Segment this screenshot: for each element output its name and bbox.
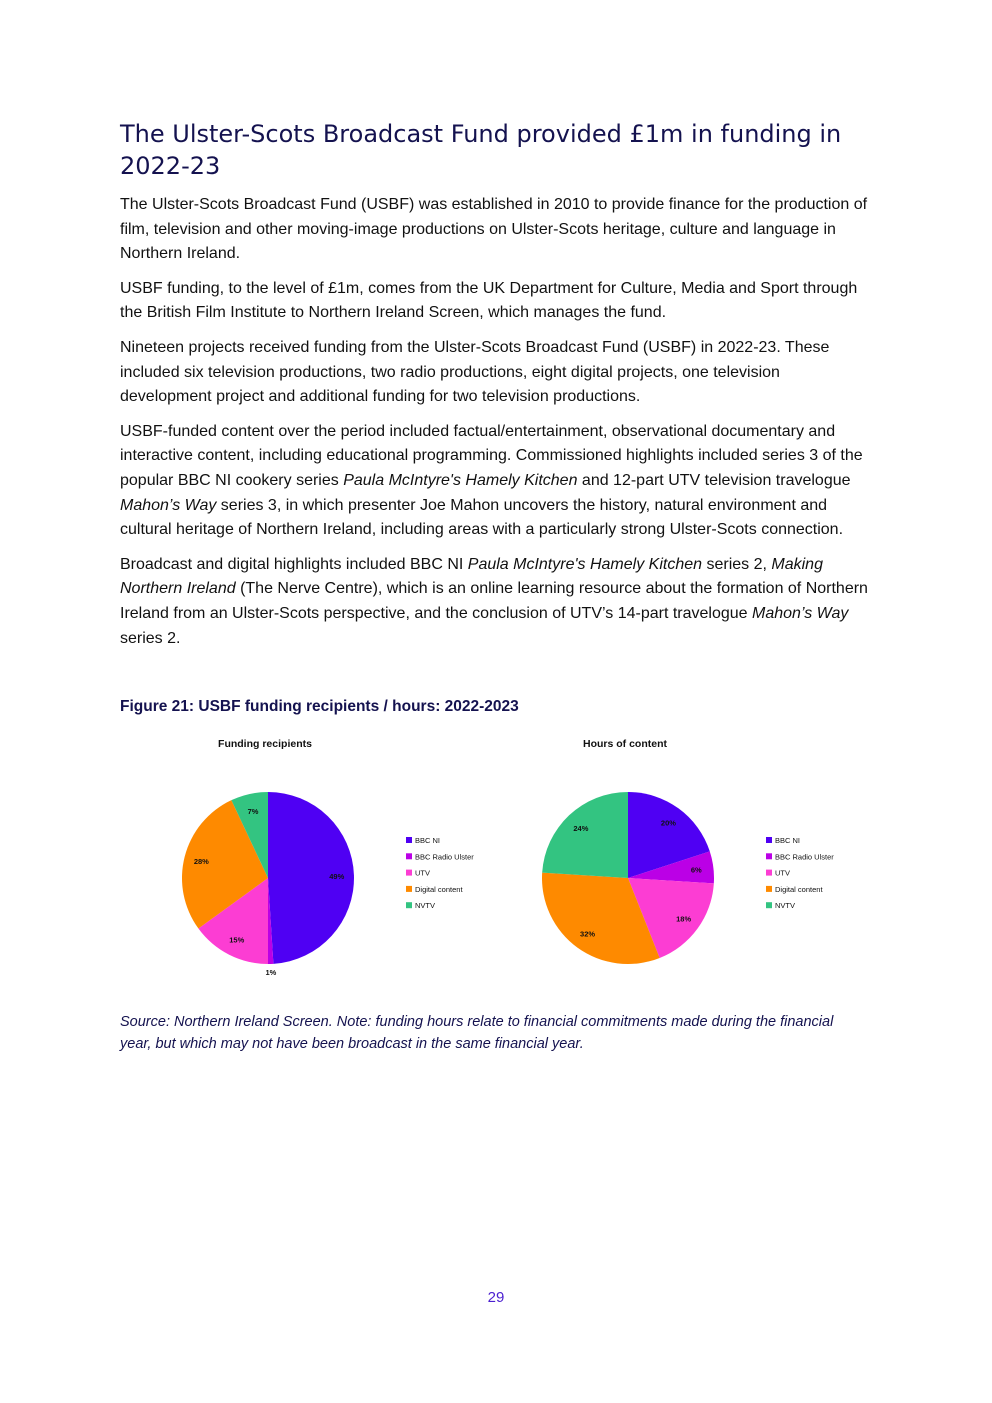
legend-label: UTV — [775, 868, 790, 878]
text-run: Broadcast and digital highlights included BBC NI — [120, 555, 468, 573]
text-run: The Ulster-Scots Broadcast Fund (USBF) was established in 2010 to provide finance for the production of film, television and other moving-image productions on Ulster-Scots heritage, culture and language in Northern Ireland. — [120, 196, 868, 263]
body-paragraph — [120, 277, 872, 326]
data-label: 49% — [329, 871, 345, 881]
data-label: 18% — [676, 914, 692, 924]
body-paragraph — [120, 420, 872, 543]
chart-title: Hours of content — [583, 738, 667, 750]
legend-swatch — [406, 837, 412, 843]
chart-title: Funding recipients — [218, 738, 312, 750]
text-run: Nineteen projects received funding from the Ulster-Scots Broadcast Fund (USBF) in 2022-23. These included six television productions, two radio productions, eight digital projects, one television development project and additional funding for two television productions. — [120, 338, 830, 406]
text-run: series 2. — [120, 629, 181, 647]
body-text — [120, 193, 872, 661]
italic-title: Making Northern Ireland — [120, 555, 823, 598]
body-paragraph — [120, 553, 872, 651]
legend-label: Digital content — [775, 884, 823, 894]
legend-swatch — [766, 837, 772, 843]
body-paragraph — [120, 193, 872, 267]
legend-label: BBC NI — [775, 836, 801, 845]
legend-label: NVTV — [775, 901, 796, 911]
hours-of-content-pie-svg — [510, 730, 870, 990]
legend-label: NVTV — [415, 901, 436, 911]
data-label: 24% — [573, 823, 589, 833]
data-label: 32% — [580, 929, 596, 939]
text-run: (The Nerve Centre), which is an online learning resource about the formation of Northern Ireland from an Ulster-Scots perspective, and the conclusion of UTV’s 14-part travelogue — [120, 580, 868, 622]
legend-swatch — [766, 886, 772, 892]
legend-label: BBC Radio Ulster — [775, 852, 834, 862]
legend-swatch — [766, 853, 772, 859]
hours-of-content-pie-chart — [510, 730, 870, 990]
data-label: 6% — [690, 865, 702, 875]
text-run: USBF-funded content over the period included factual/entertainment, observational documentary and interactive content, including educational programming. Commissioned highlights included series 3 of the popular BBC NI cookery series — [120, 422, 863, 489]
italic-title: Mahon’s Way — [752, 604, 849, 622]
italic-title: Mahon’s Way — [120, 496, 217, 514]
legend-swatch — [766, 870, 772, 876]
body-paragraph — [120, 336, 872, 410]
funding-recipients-pie-svg — [150, 730, 510, 990]
legend-label: BBC NI — [415, 836, 441, 845]
figure-title: Figure 21: USBF funding recipients / hours: 2022-2023 — [120, 698, 519, 715]
page-heading: The Ulster-Scots Broadcast Fund provided £1m in funding in 2022-23 — [120, 120, 842, 180]
data-label: 20% — [660, 818, 676, 828]
legend-swatch — [406, 886, 412, 892]
legend-label: Digital content — [415, 884, 463, 894]
text-run: and 12-part UTV television travelogue — [577, 471, 851, 489]
funding-recipients-pie-chart — [150, 730, 510, 990]
legend-swatch — [406, 902, 412, 908]
legend-swatch — [406, 870, 412, 876]
legend-label: BBC Radio Ulster — [415, 852, 474, 862]
data-label: 28% — [193, 856, 209, 866]
italic-title: Paula McIntyre's Hamely Kitchen — [467, 555, 703, 573]
text-run: series 3, in which presenter Joe Mahon uncovers the history, natural environment and cultural heritage of Northern Ireland, including areas with a particularly strong Ulster-Scots connection. — [120, 496, 844, 539]
legend-swatch — [766, 902, 772, 908]
pie-slice-nvtv — [542, 792, 628, 878]
page-number: 29 — [487, 1289, 505, 1306]
data-label: 7% — [247, 806, 259, 816]
text-run: series 2, — [702, 555, 772, 573]
legend-swatch — [406, 853, 412, 859]
data-label: 1% — [265, 967, 277, 977]
italic-title: Paula McIntyre's Hamely Kitchen — [343, 471, 578, 489]
text-run: USBF funding, to the level of £1m, comes from the UK Department for Culture, Media and Sport through the British Film Institute to Northern Ireland Screen, which manages the fund. — [120, 279, 858, 322]
data-label: 15% — [229, 935, 245, 945]
source-note: Source: Northern Ireland Screen. Note: funding hours relate to financial commitments made during the financial year, but which may not have been broadcast in the same financial year. — [120, 1014, 834, 1052]
legend-label: UTV — [415, 868, 430, 878]
